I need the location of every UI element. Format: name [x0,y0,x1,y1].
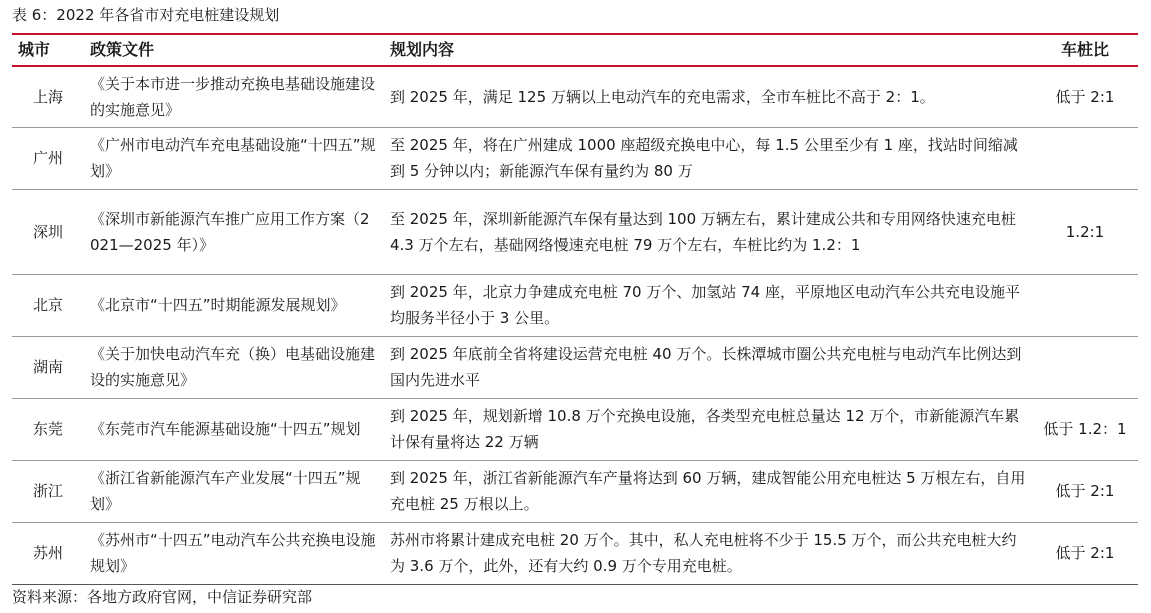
cell-ratio: 1.2:1 [1032,189,1138,274]
cell-plan-content: 到 2025 年底前全省将建设运营充电桩 40 万个。长株潭城市圈公共充电桩与电动汽车比例达到国内先进水平 [384,336,1032,398]
cell-city: 北京 [12,274,84,336]
cell-city: 深圳 [12,189,84,274]
cell-city: 浙江 [12,460,84,522]
cell-ratio: 低于 2:1 [1032,460,1138,522]
cell-city: 湖南 [12,336,84,398]
cell-ratio [1032,274,1138,336]
table-caption: 表 6：2022 年各省市对充电桩建设规划 [12,6,280,24]
cell-ratio: 低于 1.2：1 [1032,398,1138,460]
table-row [12,66,1138,127]
cell-policy-document: 《东莞市汽车能源基础设施“十四五”规划 [84,398,384,460]
cell-policy-document: 《关于加快电动汽车充（换）电基础设施建设的实施意见》 [84,336,384,398]
cell-policy-document: 《苏州市“十四五”电动汽车公共充换电设施规划》 [84,522,384,584]
table-header-row [12,34,1138,66]
cell-plan-content: 至 2025 年，将在广州建成 1000 座超级充换电中心，每 1.5 公里至少有 1 座，找站时间缩减到 5 分钟以内；新能源汽车保有量约为 80 万 [384,127,1032,189]
header-city: 城市 [12,34,84,66]
cell-city: 苏州 [12,522,84,584]
cell-policy-document: 《关于本市进一步推动充换电基础设施建设的实施意见》 [84,66,384,127]
cell-policy-document: 《北京市“十四五”时期能源发展规划》 [84,274,384,336]
cell-ratio: 低于 2:1 [1032,66,1138,127]
cell-ratio [1032,127,1138,189]
cell-plan-content: 到 2025 年，规划新增 10.8 万个充换电设施，各类型充电桩总量达 12 万个，市新能源汽车累计保有量将达 22 万辆 [384,398,1032,460]
table-row [12,336,1138,398]
cell-policy-document: 《浙江省新能源汽车产业发展“十四五”规划》 [84,460,384,522]
header-plan-content: 规划内容 [384,34,1032,66]
header-vehicle-pile-ratio: 车桩比 [1032,34,1138,66]
table-row [12,274,1138,336]
cell-plan-content: 到 2025 年，浙江省新能源汽车产量将达到 60 万辆，建成智能公用充电桩达 5 万根左右，自用充电桩 25 万根以上。 [384,460,1032,522]
cell-ratio [1032,336,1138,398]
cell-plan-content: 到 2025 年，满足 125 万辆以上电动汽车的充电需求，全市车桩比不高于 2：1。 [384,66,1032,127]
cell-city: 上海 [12,66,84,127]
cell-city: 东莞 [12,398,84,460]
table-row [12,398,1138,460]
source-note: 资料来源：各地方政府官网，中信证券研究部 [12,588,313,606]
cell-plan-content: 到 2025 年，北京力争建成充电桩 70 万个、加氢站 74 座，平原地区电动汽车公共充电设施平均服务半径小于 3 公里。 [384,274,1032,336]
cell-ratio: 低于 2:1 [1032,522,1138,584]
cell-city: 广州 [12,127,84,189]
table-row [12,522,1138,584]
cell-policy-document: 《广州市电动汽车充电基础设施“十四五”规划》 [84,127,384,189]
table-row [12,460,1138,522]
table-row [12,189,1138,274]
header-policy-document: 政策文件 [84,34,384,66]
cell-plan-content: 至 2025 年，深圳新能源汽车保有量达到 100 万辆左右，累计建成公共和专用网络快速充电桩 4.3 万个左右，基础网络慢速充电桩 79 万个左右，车桩比约为 1.2：1 [384,189,1032,274]
table-row [12,127,1138,189]
charging-plan-table [12,33,1138,585]
cell-plan-content: 苏州市将累计建成充电桩 20 万个。其中，私人充电桩将不少于 15.5 万个，而公共充电桩大约为 3.6 万个，此外，还有大约 0.9 万个专用充电桩。 [384,522,1032,584]
cell-policy-document: 《深圳市新能源汽车推广应用工作方案（2021—2025 年）》 [84,189,384,274]
